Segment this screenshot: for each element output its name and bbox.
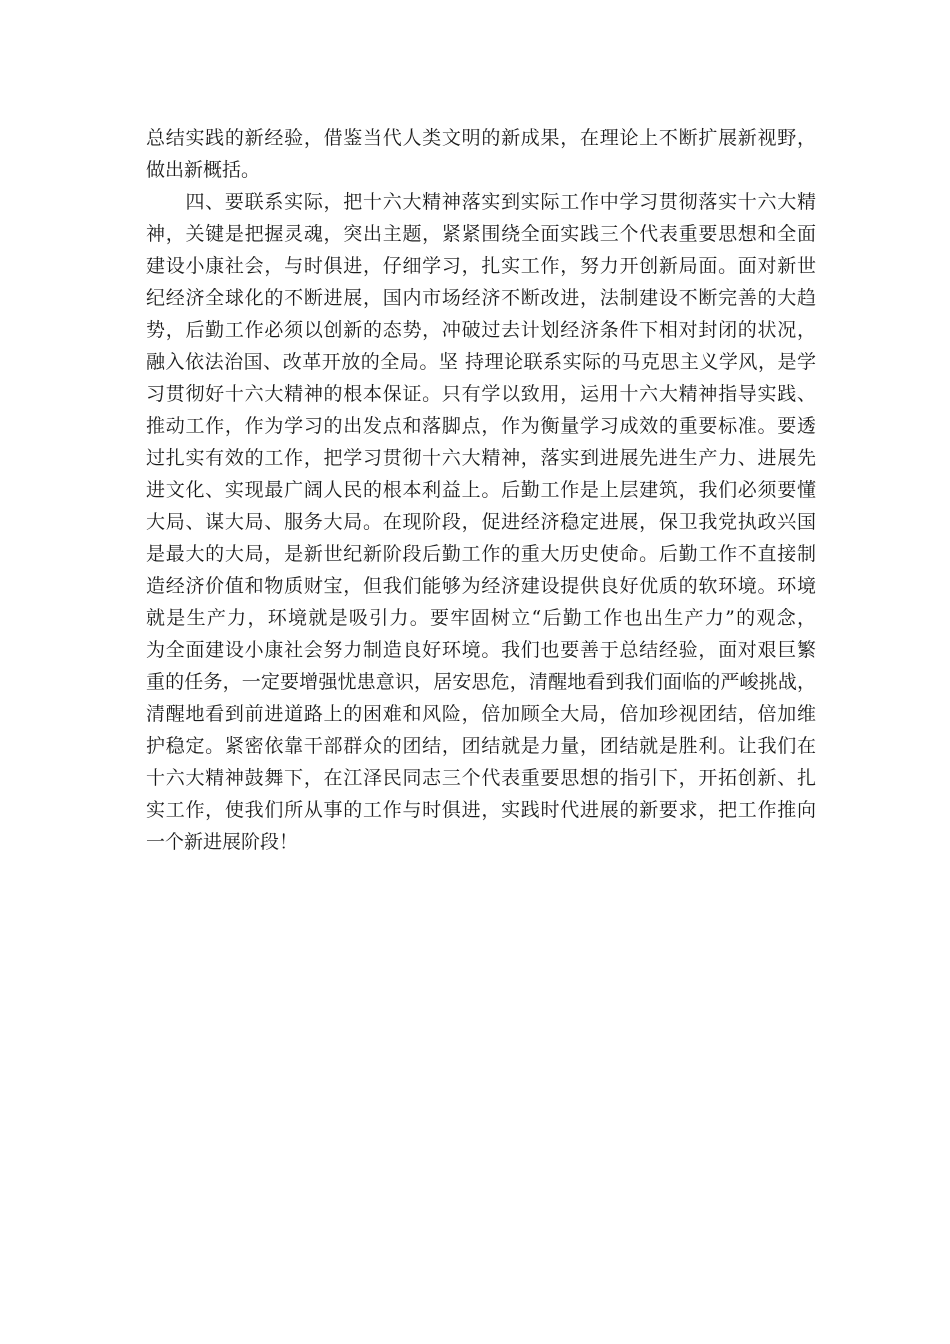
text-line: 纪经济全球化的不断进展，国内市场经济不断改进，法制建设不断完善的大趋 [146,287,816,309]
text-line: 做出新概括。 [146,159,261,181]
text-line: 势，后勤工作必须以创新的态势，冲破过去计划经济条件下相对封闭的状况， [146,319,816,341]
text-line: 建设小康社会，与时俱进，仔细学习，扎实工作，努力开创新局面。面对新世 [146,255,816,277]
text-line: 四、要联系实际，把十六大精神落实到实际工作中学习贯彻落实十六大精 [146,191,816,213]
text-line: 神，关键是把握灵魂，突出主题，紧紧围绕全面实践三个代表重要思想和全面 [146,223,816,245]
body-text [146,122,816,858]
text-line: 总结实践的新经验，借鉴当代人类文明的新成果，在理论上不断扩展新视野， [146,127,816,149]
text-line: 过扎实有效的工作，把学习贯彻十六大精神，落实到进展先进生产力、进展先 [146,447,816,469]
text-line: 实工作，使我们所从事的工作与时俱进，实践时代进展的新要求，把工作推向 [146,799,816,821]
text-line: 重的任务，一定要增强忧患意识，居安思危，清醒地看到我们面临的严峻挑战， [146,671,816,693]
text-line: 就是生产力，环境就是吸引力。要牢固树立“后勤工作也出生产力”的观念， [146,607,816,629]
text-line: 融入依法治国、改革开放的全局。坚 持理论联系实际的马克思主义学风，是学 [146,351,816,373]
text-line: 习贯彻好十六大精神的根本保证。只有学以致用，运用十六大精神指导实践、 [146,383,816,405]
text-line: 十六大精神鼓舞下，在江泽民同志三个代表重要思想的指引下，开拓创新、扎 [146,767,816,789]
text-line: 一个新进展阶段！ [146,831,299,853]
text-line: 护稳定。紧密依靠干部群众的团结，团结就是力量，团结就是胜利。让我们在 [146,735,816,757]
text-line: 是最大的大局，是新世纪新阶段后勤工作的重大历史使命。后勤工作不直接制 [146,543,816,565]
text-line: 为全面建设小康社会努力制造良好环境。我们也要善于总结经验，面对艰巨繁 [146,639,816,661]
text-line: 造经济价值和物质财宝，但我们能够为经济建设提供良好优质的软环境。环境 [146,575,816,597]
text-line: 清醒地看到前进道路上的困难和风险，倍加顾全大局，倍加珍视团结，倍加维 [146,703,816,725]
text-line: 进文化、实现最广阔人民的根本利益上。后勤工作是上层建筑，我们必须要懂 [146,479,816,501]
text-line: 大局、谋大局、服务大局。在现阶段，促进经济稳定进展，保卫我党执政兴国 [146,511,816,533]
text-line: 推动工作，作为学习的出发点和落脚点，作为衡量学习成效的重要标准。要透 [146,415,816,437]
